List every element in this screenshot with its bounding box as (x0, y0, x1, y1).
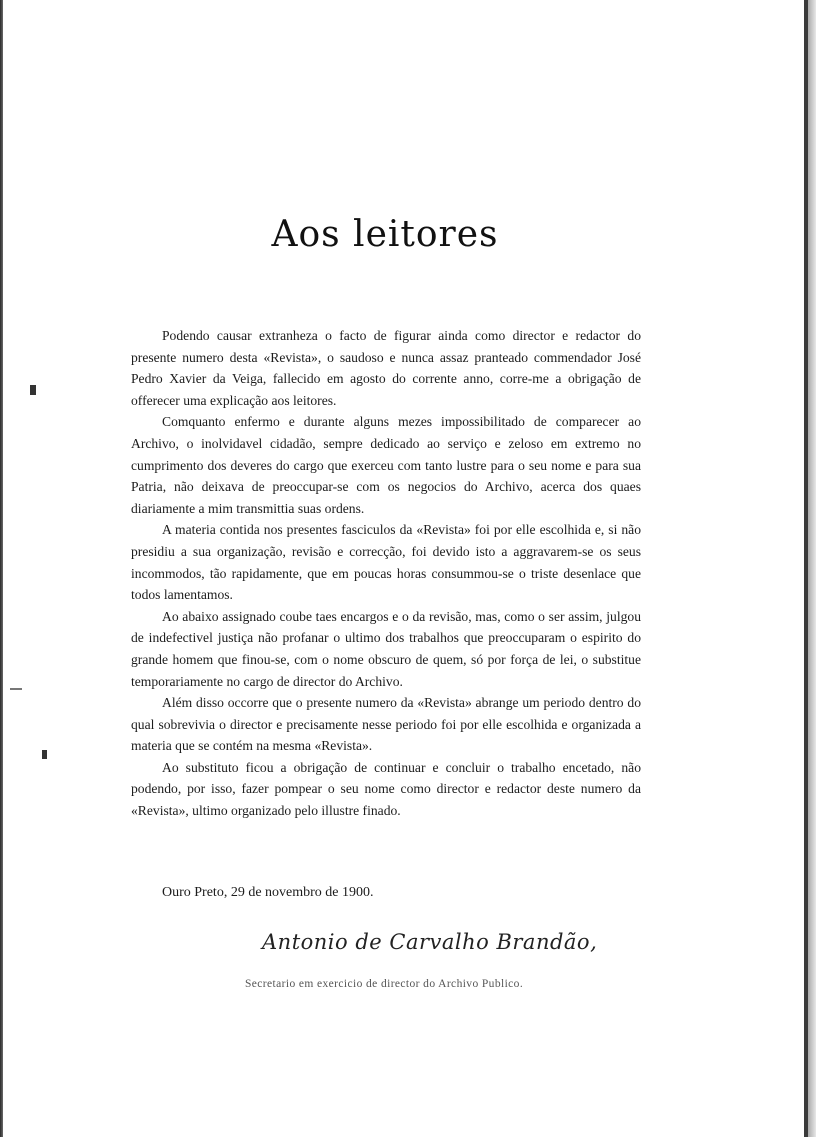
page-title: Aos leitores (271, 214, 499, 255)
paragraph: Além disso occorre que o presente numero da «Revista» abrange um periodo dentro do qual sobrevivia o director e precisamente nesse periodo foi por elle escolhida e organizada a materia que se contém na mesma «Revista». (131, 695, 641, 754)
article-body (131, 325, 641, 822)
ink-speck (10, 688, 22, 690)
paragraph: Comquanto enfermo e durante alguns mezes impossibilitado de comparecer ao Archivo, o inolvidavel cidadão, sempre dedicado ao serviço e zeloso em extremo no cumprimento dos deveres do cargo que exerceu com tanto lustre para o seu nome e para sua Patria, não deixava de preoccupar-se com os negocios do Archivo, acerca dos quaes diariamente a mim transmittia suas ordens. (131, 414, 641, 516)
paragraph: Podendo causar extranheza o facto de figurar ainda como director e redactor do presente numero desta «Revista», o saudoso e nunca assaz pranteado commendador José Pedro Xavier da Veiga, fallecido em agosto do corrente anno, corre-me a obrigação de offerecer uma explicação aos leitores. (131, 328, 641, 408)
page-right-edge (804, 0, 808, 1137)
ink-speck (42, 750, 47, 759)
signature-title: Secretario em exercicio de director do Archivo Publico. (245, 978, 524, 990)
paragraph: Ao abaixo assignado coube taes encargos e o da revisão, mas, como o ser assim, julgou de indefectivel justiça não profanar o ultimo dos trabalhos que preoccuparam o espirito do grande homem que finou-se, com o nome obscuro de quem, só por força de lei, o substitue temporariamente no cargo de director do Archivo. (131, 608, 641, 689)
paragraph: Ao substituto ficou a obrigação de continuar e concluir o trabalho encetado, não podendo, por isso, fazer pompear o seu nome como director e redactor deste numero da «Revista», ultimo organizado pelo illustre finado. (131, 759, 641, 819)
page-left-edge (0, 0, 3, 1137)
dateline: Ouro Preto, 29 de novembro de 1900. (162, 885, 374, 900)
paragraph: A materia contida nos presentes fasciculos da «Revista» foi por elle escolhida e, si não presidiu a sua organização, revisão e correcção, foi devido isto a aggravarem-se os seus incommodos, tão rapidamente, que em poucas horas consummou-se o triste desenlace que todos lamentamos. (131, 522, 641, 603)
signature: Antonio de Carvalho Brandão, (262, 930, 598, 954)
ink-speck (30, 385, 36, 395)
